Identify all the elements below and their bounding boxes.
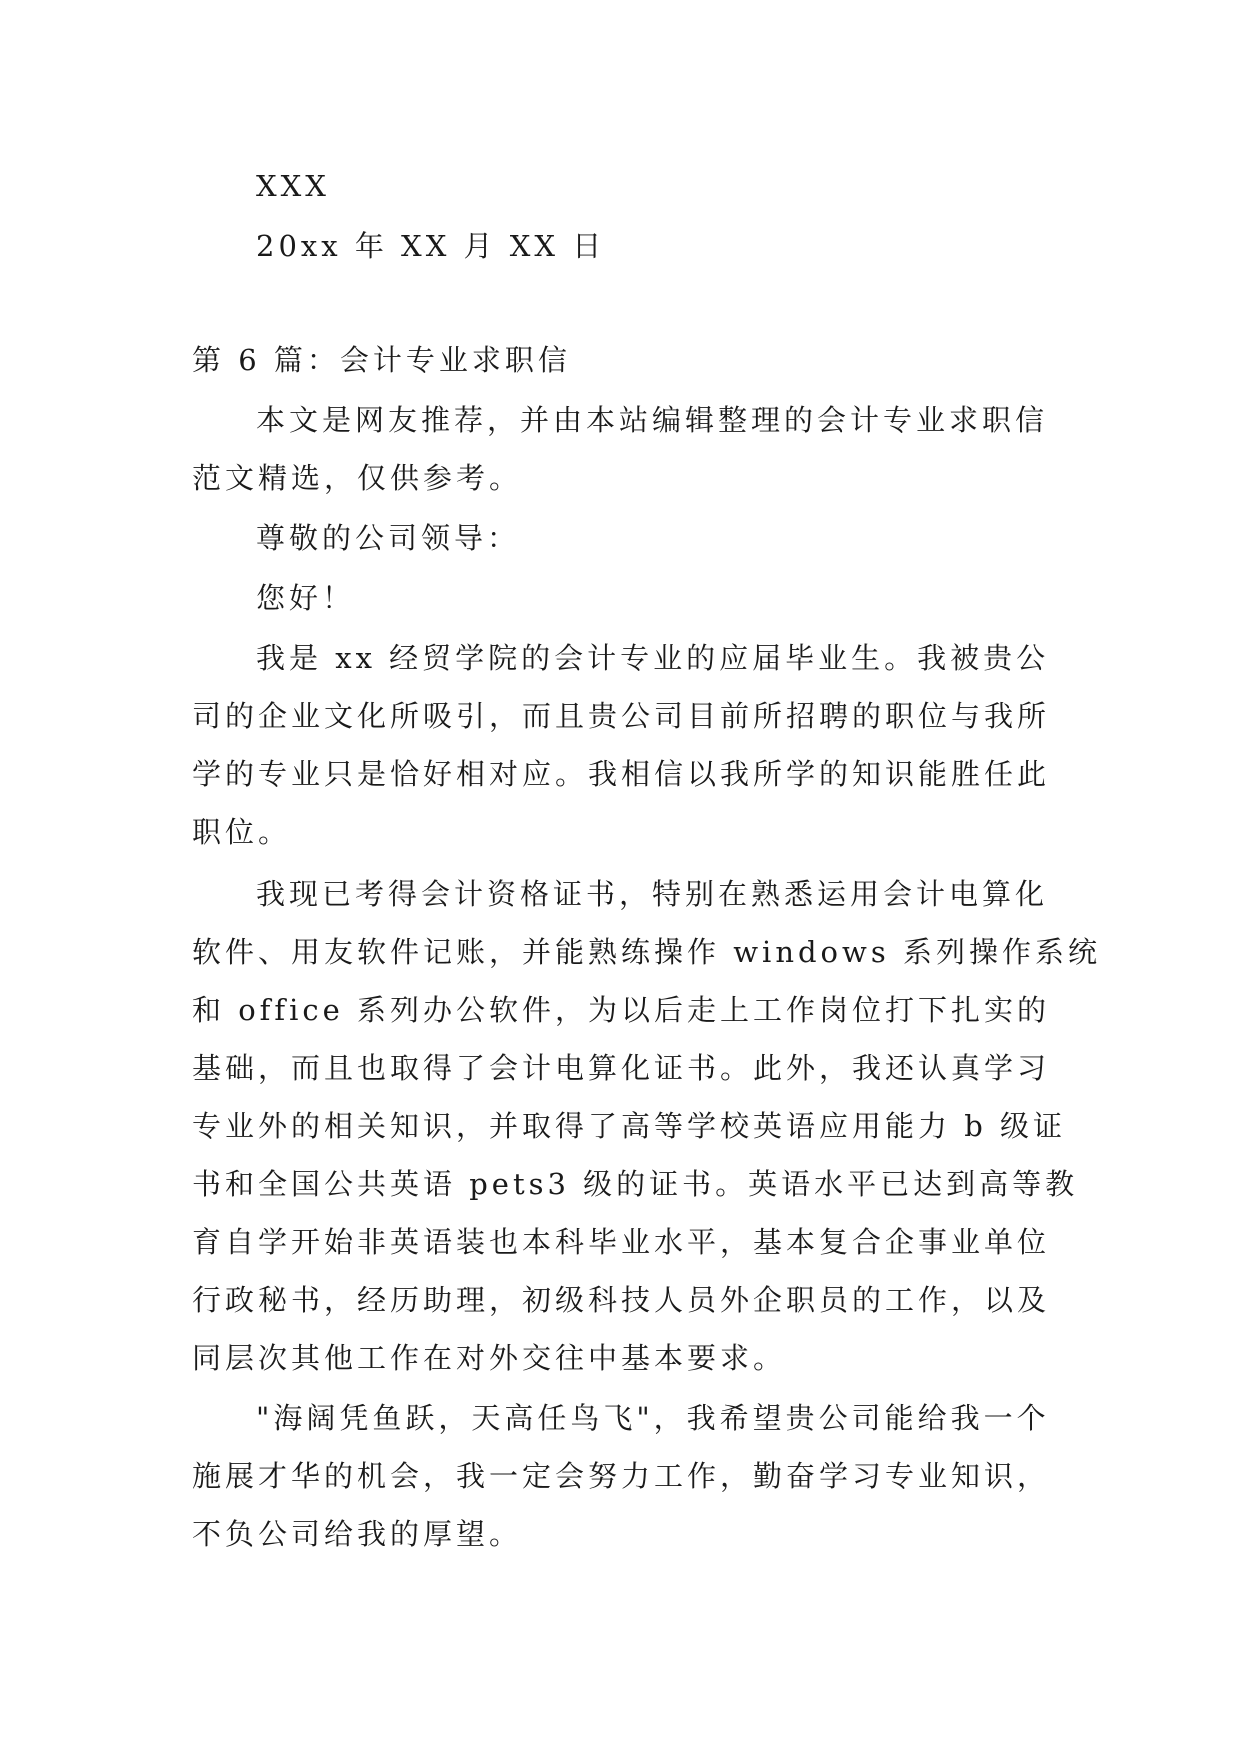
signature-date: 20xx 年 XX 月 XX 日 <box>256 229 606 263</box>
paragraph-line: 学的专业只是恰好相对应。我相信以我所学的知识能胜任此 <box>192 757 1051 791</box>
paragraph-line: 职位。 <box>192 815 292 849</box>
paragraph-line: 司的企业文化所吸引，而且贵公司目前所招聘的职位与我所 <box>192 699 1051 733</box>
section-title: 第 6 篇：会计专业求职信 <box>192 343 571 377</box>
paragraph-line: 专业外的相关知识，并取得了高等学校英语应用能力 b 级证 <box>192 1109 1067 1143</box>
paragraph-line: 施展才华的机会，我一定会努力工作，勤奋学习专业知识， <box>192 1459 1051 1493</box>
paragraph-line: 软件、用友软件记账，并能熟练操作 windows 系列操作系统 <box>192 935 1101 969</box>
paragraph-line: 不负公司给我的厚望。 <box>192 1517 523 1551</box>
greeting: 您好！ <box>256 581 356 615</box>
intro-line: 本文是网友推荐，并由本站编辑整理的会计专业求职信 <box>256 403 1049 437</box>
paragraph-line: 育自学开始非英语装也本科毕业水平，基本复合企事业单位 <box>192 1225 1051 1259</box>
paragraph-line: 我是 xx 经贸学院的会计专业的应届毕业生。我被贵公 <box>256 641 1050 675</box>
paragraph-line: 我现已考得会计资格证书，特别在熟悉运用会计电算化 <box>256 877 1049 911</box>
paragraph-line: "海阔凭鱼跃，天高任鸟飞"，我希望贵公司能给我一个 <box>256 1401 1050 1435</box>
salutation: 尊敬的公司领导： <box>256 521 521 555</box>
paragraph-line: 和 office 系列办公软件，为以后走上工作岗位打下扎实的 <box>192 993 1051 1027</box>
signature-name: XXX <box>256 169 330 203</box>
paragraph-line: 书和全国公共英语 pets3 级的证书。英语水平已达到高等教 <box>192 1167 1079 1201</box>
paragraph-line: 基础，而且也取得了会计电算化证书。此外，我还认真学习 <box>192 1051 1051 1085</box>
paragraph-line: 行政秘书，经历助理，初级科技人员外企职员的工作，以及 <box>192 1283 1051 1317</box>
intro-line: 范文精选，仅供参考。 <box>192 461 523 495</box>
paragraph-line: 同层次其他工作在对外交往中基本要求。 <box>192 1341 787 1375</box>
